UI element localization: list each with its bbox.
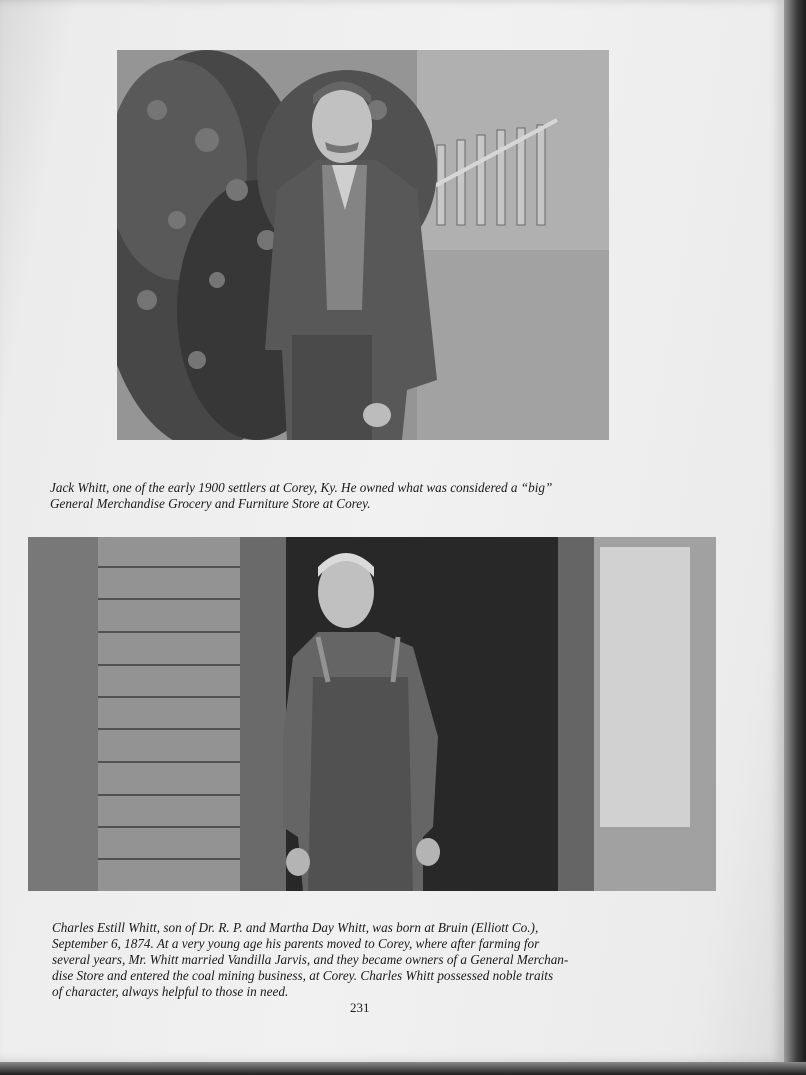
caption-line: Jack Whitt, one of the early 1900 settlers at Corey, Ky. He owned what was considered a “big” (50, 480, 553, 495)
caption-line: of character, always helpful to those in need. (52, 984, 289, 999)
photo-jack-whitt-image (117, 50, 609, 440)
book-spine-edge (784, 0, 806, 1075)
caption-line: several years, Mr. Whitt married Vandilla Jarvis, and they became owners of a General Merchan- (52, 952, 569, 967)
photo-1-caption (50, 480, 730, 512)
page-number: 231 (350, 1000, 370, 1015)
photo-2-caption (52, 920, 732, 1000)
caption-line: Charles Estill Whitt, son of Dr. R. P. and Martha Day Whitt, was born at Bruin (Elliott Co.), (52, 920, 539, 935)
caption-line: dise Store and entered the coal mining business, at Corey. Charles Whitt possessed noble traits (52, 968, 554, 983)
caption-line: General Merchandise Grocery and Furniture Store at Corey. (50, 496, 371, 511)
caption-line: September 6, 1874. At a very young age his parents moved to Corey, where after farming for (52, 936, 540, 951)
page-bottom-shadow (0, 1062, 806, 1075)
photo-charles-whitt-image (28, 537, 716, 891)
photo-jack-whitt (117, 50, 609, 440)
photo-charles-whitt (28, 537, 716, 891)
